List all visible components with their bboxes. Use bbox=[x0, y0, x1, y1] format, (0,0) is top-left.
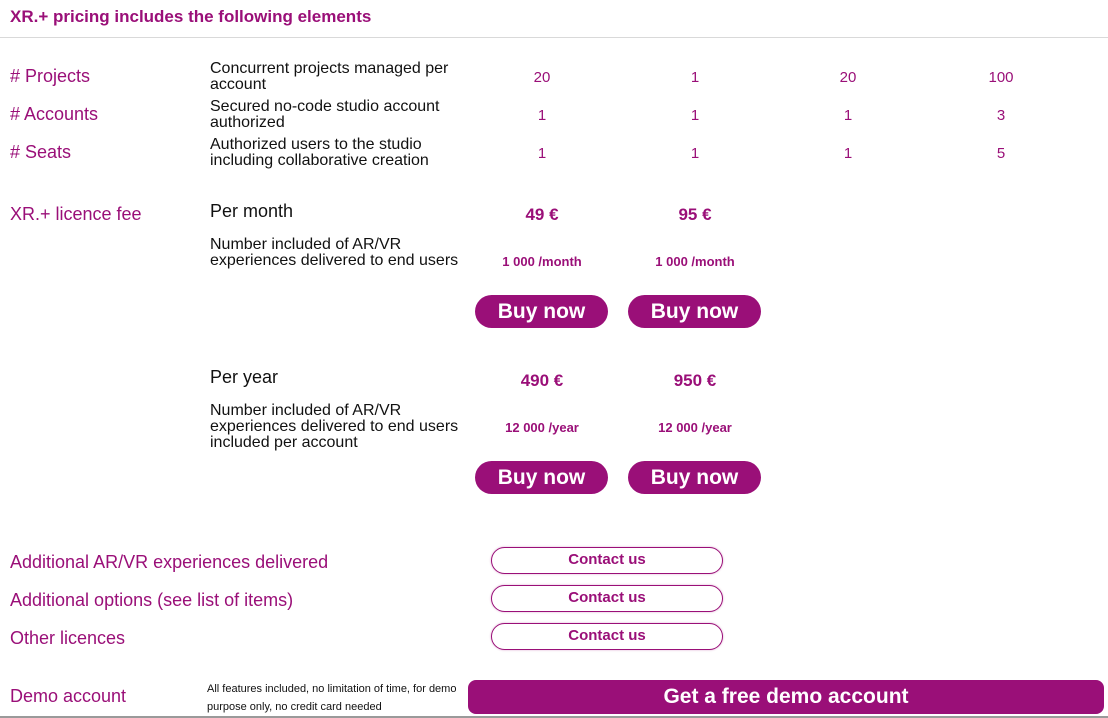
yearly-price-2: 950 € bbox=[673, 371, 717, 390]
accounts-value-4: 3 bbox=[996, 107, 1006, 124]
accounts-value-2: 1 bbox=[690, 107, 700, 124]
monthly-included-2: 1 000 /month bbox=[655, 254, 735, 269]
other-licences-label: Other licences bbox=[10, 628, 126, 648]
yearly-included-1: 12 000 /year bbox=[505, 420, 579, 435]
row-desc-accounts: Secured no-code studio account authorized bbox=[210, 98, 440, 131]
row-desc-seats: Authorized users to the studio including collaborative creation bbox=[210, 136, 429, 169]
contact-us-button-experiences[interactable]: Contact us bbox=[491, 547, 723, 574]
projects-value-2: 1 bbox=[690, 69, 700, 86]
accounts-value-1: 1 bbox=[537, 107, 547, 124]
row-label-seats: # Seats bbox=[10, 142, 72, 162]
additional-experiences-label: Additional AR/VR experiences delivered bbox=[10, 552, 329, 572]
buy-now-yearly-button-2[interactable]: Buy now bbox=[628, 461, 761, 494]
yearly-included-2: 12 000 /year bbox=[658, 420, 732, 435]
row-label-projects: # Projects bbox=[10, 66, 91, 86]
buy-now-yearly-button-1[interactable]: Buy now bbox=[475, 461, 608, 494]
per-year-label: Per year bbox=[210, 367, 279, 387]
additional-options-label: Additional options (see list of items) bbox=[10, 590, 294, 610]
projects-value-3: 20 bbox=[839, 69, 857, 86]
projects-value-1: 20 bbox=[533, 69, 551, 86]
accounts-value-3: 1 bbox=[843, 107, 853, 124]
demo-account-label: Demo account bbox=[10, 686, 127, 706]
yearly-price-1: 490 € bbox=[520, 371, 564, 390]
monthly-included-1: 1 000 /month bbox=[502, 254, 582, 269]
projects-value-4: 100 bbox=[988, 69, 1014, 86]
per-month-label: Per month bbox=[210, 201, 294, 221]
seats-value-3: 1 bbox=[843, 145, 853, 162]
monthly-price-2: 95 € bbox=[678, 205, 712, 224]
page-title: XR.+ pricing includes the following elements bbox=[10, 7, 372, 26]
buy-now-monthly-button-2[interactable]: Buy now bbox=[628, 295, 761, 328]
divider bbox=[0, 37, 1108, 38]
monthly-price-1: 49 € bbox=[525, 205, 559, 224]
monthly-included-desc: Number included of AR/VR experiences delivered to end users bbox=[210, 236, 459, 269]
yearly-included-desc: Number included of AR/VR experiences delivered to end users included per account bbox=[210, 402, 459, 451]
licence-fee-label: XR.+ licence fee bbox=[10, 204, 142, 224]
seats-value-1: 1 bbox=[537, 145, 547, 162]
contact-us-button-options[interactable]: Contact us bbox=[491, 585, 723, 612]
seats-value-2: 1 bbox=[690, 145, 700, 162]
demo-account-note: All features included, no limitation of time, for demo purpose only, no credit card needed bbox=[207, 683, 457, 713]
row-label-accounts: # Accounts bbox=[10, 104, 99, 124]
seats-value-4: 5 bbox=[996, 145, 1006, 162]
row-desc-projects: Concurrent projects managed per account bbox=[210, 60, 449, 93]
buy-now-monthly-button-1[interactable]: Buy now bbox=[475, 295, 608, 328]
contact-us-button-licences[interactable]: Contact us bbox=[491, 623, 723, 650]
get-free-demo-button[interactable]: Get a free demo account bbox=[468, 680, 1104, 714]
